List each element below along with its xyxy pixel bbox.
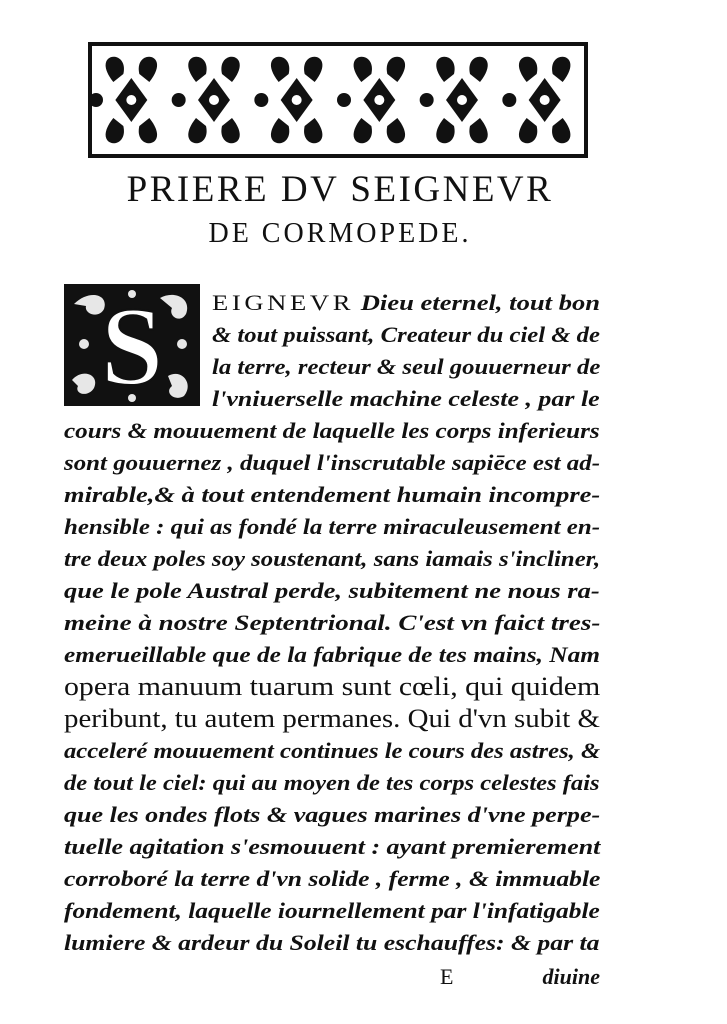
text-line-1: EIGNEVR Dieu eternel, tout bon — [212, 290, 601, 315]
text-line-5: cours & mouuement de laquelle les corps inferieurs — [64, 418, 600, 443]
text-line-6: sont gouuernez , duquel l'inscrutable sapiēce est ad- — [64, 450, 601, 475]
catchword: diuine — [542, 964, 600, 989]
text-line-21: lumiere & ardeur du Soleil tu eschauffes: & par ta — [64, 930, 600, 955]
title-line-1: PRIERE DV SEIGNEVR — [126, 169, 554, 210]
text-line-17: que les ondes flots & vagues marines d'vne perpe- — [64, 802, 601, 827]
text-line-16: de tout le ciel: qui au moyen de tes corps celestes fais — [64, 770, 600, 795]
text-line-3: la terre, recteur & seul gouuerneur de — [212, 354, 601, 379]
text-line-12: emerueillable que de la fabrique de tes mains, Nam — [64, 642, 601, 667]
text-line-11: meine à nostre Septentrional. C'est vn faict tres- — [64, 610, 601, 635]
text-line-18: tuelle agitation s'esmouuent : ayant premierement — [64, 834, 601, 859]
drop-cap-letter: S — [100, 285, 164, 406]
text-line-4: l'vniuerselle machine celeste , par le — [212, 386, 600, 411]
text-line-13: opera manuum tuarum sunt cœli, qui quidem — [64, 672, 601, 701]
title-line-2: DE CORMOPEDE. — [208, 218, 472, 249]
page-footer — [440, 964, 600, 994]
text-line-7: mirable,& à tout entendement humain incompre- — [64, 482, 601, 507]
text-line-14: peribunt, tu autem permanes. Qui d'vn subit & — [64, 704, 600, 733]
text-line-8: hensible : qui as fondé la terre miraculeusement en- — [64, 514, 600, 539]
text-line-19: corroboré la terre d'vn solide , ferme , & immuable — [64, 866, 601, 891]
text-line-2: & tout puissant, Createur du ciel & de — [212, 322, 600, 347]
text-line-15: acceleré mouuement continues le cours des astres, & — [64, 738, 601, 763]
first-word: EIGNEVR — [212, 290, 355, 315]
text-line-20: fondement, laquelle iournellement par l'infatigable — [64, 898, 600, 923]
text-line-9: tre deux poles soy soustenant, sans iamais s'incliner, — [64, 546, 601, 571]
text-line-10: que le pole Austral perde, subitement ne nous ra- — [64, 578, 600, 603]
signature-mark: E — [440, 964, 454, 989]
